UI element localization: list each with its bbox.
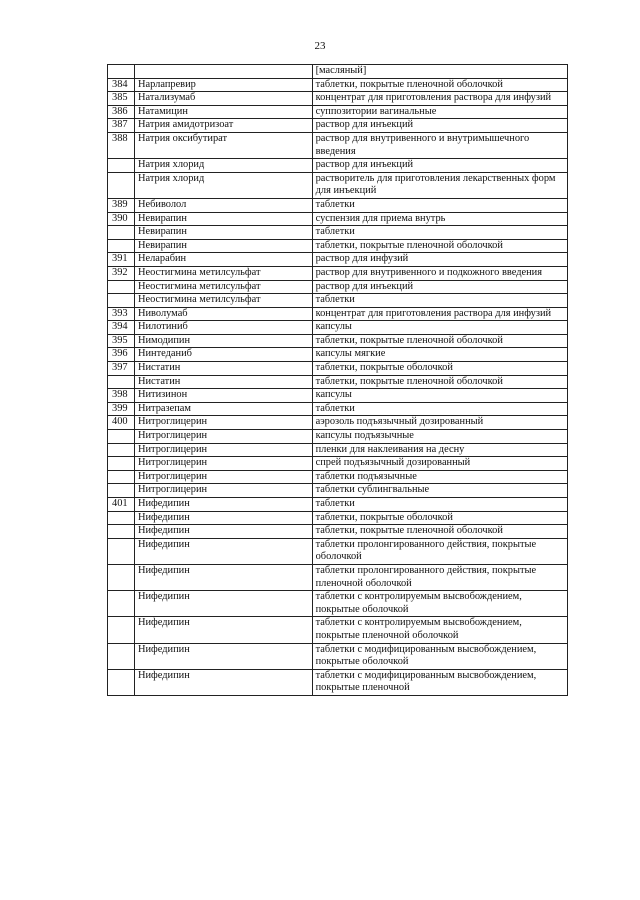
drug-name: Нитроглицерин bbox=[134, 443, 312, 457]
table-row bbox=[108, 321, 568, 335]
row-number bbox=[108, 669, 135, 695]
table-row bbox=[108, 65, 568, 79]
table-row bbox=[108, 226, 568, 240]
drug-name: Нифедипин bbox=[134, 591, 312, 617]
table-row bbox=[108, 266, 568, 280]
drug-name: Нинтеданиб bbox=[134, 348, 312, 362]
row-number: 396 bbox=[108, 348, 135, 362]
dosage-form: раствор для инъекций bbox=[312, 280, 567, 294]
row-number bbox=[108, 484, 135, 498]
row-number: 399 bbox=[108, 402, 135, 416]
table-row bbox=[108, 430, 568, 444]
drug-name: Нитроглицерин bbox=[134, 484, 312, 498]
row-number: 385 bbox=[108, 92, 135, 106]
table-row bbox=[108, 198, 568, 212]
row-number bbox=[108, 457, 135, 471]
dosage-form: капсулы bbox=[312, 321, 567, 335]
row-number bbox=[108, 375, 135, 389]
drug-name: Нитроглицерин bbox=[134, 457, 312, 471]
drug-name: Нитроглицерин bbox=[134, 430, 312, 444]
dosage-form: таблетки пролонгированного действия, покрытые пленочной оболочкой bbox=[312, 564, 567, 590]
row-number: 392 bbox=[108, 266, 135, 280]
dosage-form: таблетки с модифицированным высвобождением, покрытые пленочной bbox=[312, 669, 567, 695]
drug-name: Нифедипин bbox=[134, 511, 312, 525]
table-row bbox=[108, 402, 568, 416]
table-row bbox=[108, 484, 568, 498]
row-number bbox=[108, 591, 135, 617]
drug-name: Нифедипин bbox=[134, 538, 312, 564]
dosage-form: [масляный] bbox=[312, 65, 567, 79]
dosage-form: спрей подъязычный дозированный bbox=[312, 457, 567, 471]
table-row bbox=[108, 470, 568, 484]
row-number bbox=[108, 617, 135, 643]
row-number bbox=[108, 511, 135, 525]
drug-name: Небиволол bbox=[134, 198, 312, 212]
row-number bbox=[108, 172, 135, 198]
row-number bbox=[108, 280, 135, 294]
dosage-form: капсулы подъязычные bbox=[312, 430, 567, 444]
table-row bbox=[108, 617, 568, 643]
dosage-form: таблетки bbox=[312, 294, 567, 308]
table-row bbox=[108, 212, 568, 226]
dosage-form: таблетки, покрытые пленочной оболочкой bbox=[312, 525, 567, 539]
drug-name: Нимодипин bbox=[134, 334, 312, 348]
table-row bbox=[108, 132, 568, 158]
table-body bbox=[108, 65, 568, 696]
dosage-form: таблетки, покрытые пленочной оболочкой bbox=[312, 375, 567, 389]
dosage-form: растворитель для приготовления лекарственных форм для инъекций bbox=[312, 172, 567, 198]
row-number bbox=[108, 643, 135, 669]
dosage-form: таблетки с модифицированным высвобождением, покрытые оболочкой bbox=[312, 643, 567, 669]
row-number: 398 bbox=[108, 389, 135, 403]
dosage-form: концентрат для приготовления раствора для инфузий bbox=[312, 92, 567, 106]
drug-name: Нифедипин bbox=[134, 669, 312, 695]
dosage-form: суппозитории вагинальные bbox=[312, 105, 567, 119]
dosage-form: таблетки bbox=[312, 226, 567, 240]
table-row bbox=[108, 92, 568, 106]
dosage-form: раствор для инъекций bbox=[312, 159, 567, 173]
drug-name: Нифедипин bbox=[134, 617, 312, 643]
drug-name: Невирапин bbox=[134, 226, 312, 240]
row-number bbox=[108, 564, 135, 590]
dosage-form: таблетки, покрытые оболочкой bbox=[312, 511, 567, 525]
drug-name: Нифедипин bbox=[134, 498, 312, 512]
table-row bbox=[108, 307, 568, 321]
row-number bbox=[108, 159, 135, 173]
row-number: 389 bbox=[108, 198, 135, 212]
drug-name: Натрия хлорид bbox=[134, 172, 312, 198]
row-number: 390 bbox=[108, 212, 135, 226]
table-row bbox=[108, 348, 568, 362]
table-row bbox=[108, 239, 568, 253]
table-row bbox=[108, 294, 568, 308]
dosage-form: таблетки с контролируемым высвобождением, покрытые оболочкой bbox=[312, 591, 567, 617]
drug-name: Нитроглицерин bbox=[134, 470, 312, 484]
drug-name: Неларабин bbox=[134, 253, 312, 267]
dosage-form: таблетки пролонгированного действия, покрытые оболочкой bbox=[312, 538, 567, 564]
drug-name: Натамицин bbox=[134, 105, 312, 119]
row-number bbox=[108, 239, 135, 253]
table-row bbox=[108, 564, 568, 590]
row-number: 384 bbox=[108, 78, 135, 92]
row-number: 394 bbox=[108, 321, 135, 335]
table-row bbox=[108, 538, 568, 564]
drug-name: Натрия оксибутират bbox=[134, 132, 312, 158]
drug-name: Нарлапревир bbox=[134, 78, 312, 92]
row-number: 397 bbox=[108, 362, 135, 376]
table-row bbox=[108, 591, 568, 617]
table-row bbox=[108, 362, 568, 376]
row-number: 388 bbox=[108, 132, 135, 158]
dosage-form: таблетки, покрытые пленочной оболочкой bbox=[312, 78, 567, 92]
table-row bbox=[108, 159, 568, 173]
table-row bbox=[108, 119, 568, 133]
drug-name: Ниволумаб bbox=[134, 307, 312, 321]
dosage-form: таблетки bbox=[312, 198, 567, 212]
row-number bbox=[108, 430, 135, 444]
table-row bbox=[108, 172, 568, 198]
row-number: 386 bbox=[108, 105, 135, 119]
drug-name: Нистатин bbox=[134, 362, 312, 376]
dosage-form: раствор для внутривенного и подкожного введения bbox=[312, 266, 567, 280]
row-number: 401 bbox=[108, 498, 135, 512]
table-row bbox=[108, 280, 568, 294]
row-number bbox=[108, 443, 135, 457]
drug-name: Неостигмина метилсульфат bbox=[134, 266, 312, 280]
drug-name: Натрия хлорид bbox=[134, 159, 312, 173]
row-number bbox=[108, 294, 135, 308]
dosage-form: раствор для инъекций bbox=[312, 119, 567, 133]
dosage-form: таблетки сублингвальные bbox=[312, 484, 567, 498]
row-number bbox=[108, 65, 135, 79]
dosage-form: таблетки, покрытые оболочкой bbox=[312, 362, 567, 376]
table-row bbox=[108, 498, 568, 512]
dosage-form: таблетки bbox=[312, 402, 567, 416]
table-row bbox=[108, 253, 568, 267]
drug-name: Натализумаб bbox=[134, 92, 312, 106]
row-number: 395 bbox=[108, 334, 135, 348]
table-row bbox=[108, 457, 568, 471]
drug-name: Нилотиниб bbox=[134, 321, 312, 335]
table-row bbox=[108, 105, 568, 119]
table-row bbox=[108, 511, 568, 525]
table-row bbox=[108, 525, 568, 539]
dosage-form: таблетки с контролируемым высвобождением, покрытые пленочной оболочкой bbox=[312, 617, 567, 643]
drug-name: Невирапин bbox=[134, 212, 312, 226]
dosage-form: пленки для наклеивания на десну bbox=[312, 443, 567, 457]
drug-name: Нитразепам bbox=[134, 402, 312, 416]
drug-name: Невирапин bbox=[134, 239, 312, 253]
row-number: 387 bbox=[108, 119, 135, 133]
dosage-form: таблетки bbox=[312, 498, 567, 512]
dosage-form: раствор для внутривенного и внутримышечного введения bbox=[312, 132, 567, 158]
drug-name: Нифедипин bbox=[134, 525, 312, 539]
table-row bbox=[108, 375, 568, 389]
drug-name: Нифедипин bbox=[134, 564, 312, 590]
row-number: 393 bbox=[108, 307, 135, 321]
drug-name: Нитизинон bbox=[134, 389, 312, 403]
table-row bbox=[108, 416, 568, 430]
dosage-form: капсулы мягкие bbox=[312, 348, 567, 362]
table-row bbox=[108, 669, 568, 695]
drug-name: Неостигмина метилсульфат bbox=[134, 294, 312, 308]
table-row bbox=[108, 389, 568, 403]
drug-table bbox=[107, 64, 568, 696]
page-number: 23 bbox=[314, 40, 326, 52]
row-number: 391 bbox=[108, 253, 135, 267]
drug-name: Нитроглицерин bbox=[134, 416, 312, 430]
dosage-form: суспензия для приема внутрь bbox=[312, 212, 567, 226]
dosage-form: концентрат для приготовления раствора для инфузий bbox=[312, 307, 567, 321]
dosage-form: раствор для инфузий bbox=[312, 253, 567, 267]
table-row bbox=[108, 334, 568, 348]
table-row bbox=[108, 443, 568, 457]
drug-name: Натрия амидотризоат bbox=[134, 119, 312, 133]
dosage-form: аэрозоль подъязычный дозированный bbox=[312, 416, 567, 430]
dosage-form: таблетки, покрытые пленочной оболочкой bbox=[312, 239, 567, 253]
dosage-form: таблетки, покрытые пленочной оболочкой bbox=[312, 334, 567, 348]
row-number bbox=[108, 538, 135, 564]
table-row bbox=[108, 643, 568, 669]
row-number bbox=[108, 470, 135, 484]
drug-name: Неостигмина метилсульфат bbox=[134, 280, 312, 294]
drug-name bbox=[134, 65, 312, 79]
drug-name: Нистатин bbox=[134, 375, 312, 389]
table-row bbox=[108, 78, 568, 92]
row-number bbox=[108, 226, 135, 240]
row-number: 400 bbox=[108, 416, 135, 430]
dosage-form: таблетки подъязычные bbox=[312, 470, 567, 484]
drug-name: Нифедипин bbox=[134, 643, 312, 669]
row-number bbox=[108, 525, 135, 539]
dosage-form: капсулы bbox=[312, 389, 567, 403]
